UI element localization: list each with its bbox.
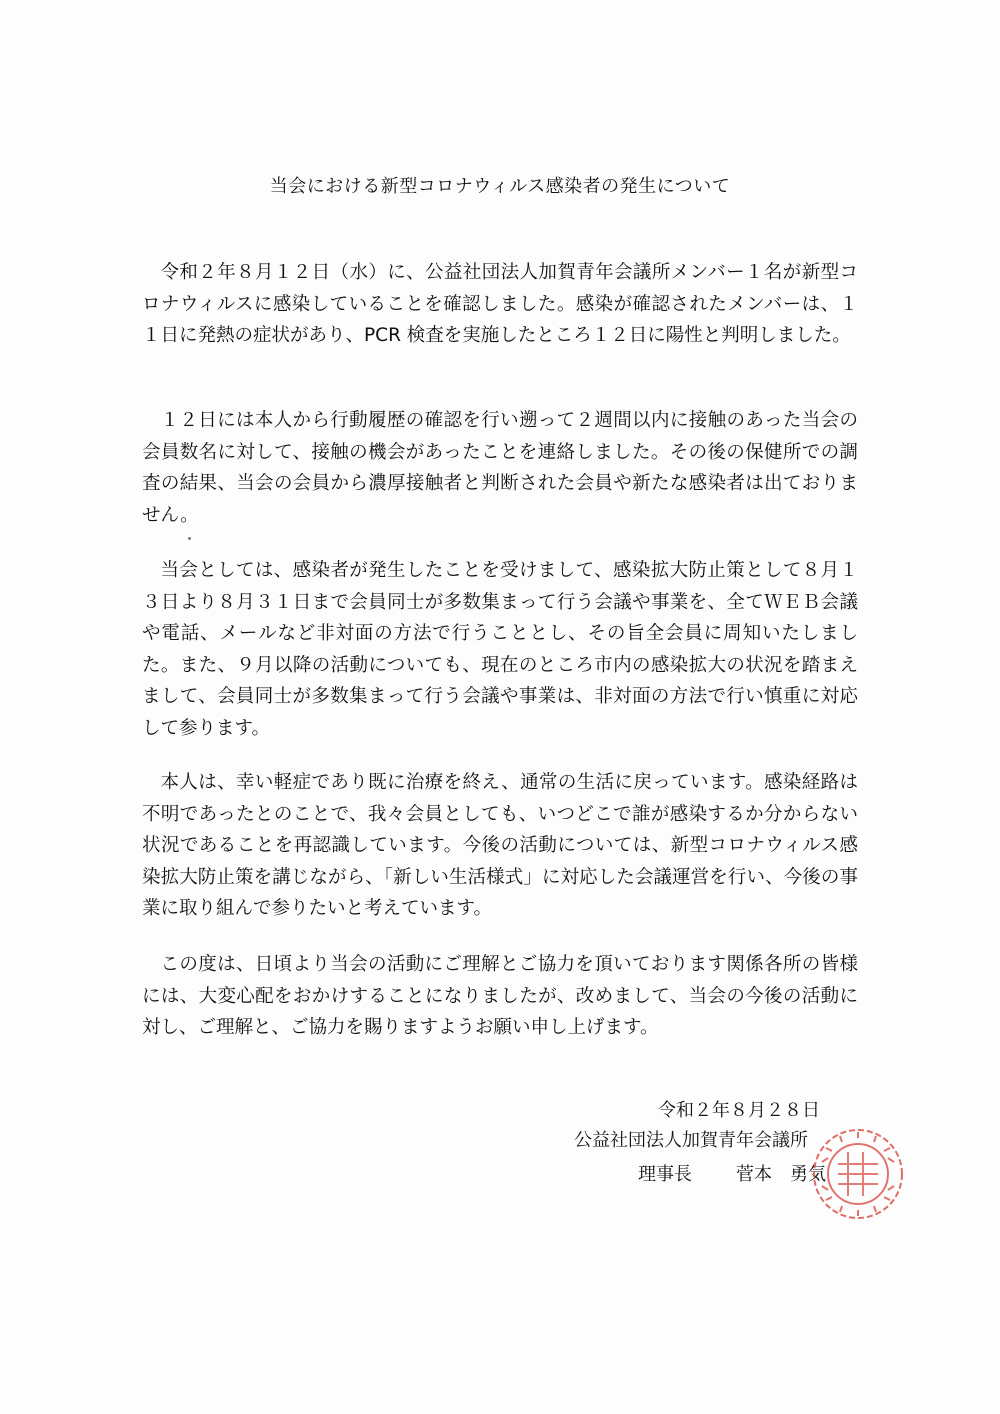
paragraph-3: 当会としては、感染者が発生したことを受けまして、感染拡大防止策として８月１３日より８月３１日まで会員同士が多数集まって行う会議や事業を、全てＷＥＢ会議や電話、メールなど非対面の方法で行うこととし、その旨全会員に周知いたしました。また、９月以降の活動についても、現在のところ市内の感染拡大の状況を踏まえまして、会員同士が多数集まって行う会議や事業は、非対面の方法で行い慎重に対応して参ります。	[142, 560, 858, 739]
signature-organization: 公益社団法人加賀青年会議所	[574, 1130, 808, 1151]
official-seal-stamp	[808, 1124, 908, 1224]
signature-name: 菅本 勇気	[736, 1164, 826, 1185]
paragraph-1: 令和２年８月１２日（水）に、公益社団法人加賀青年会議所メンバー１名が新型コロナウィルスに感染していることを確認しました。感染が確認されたメンバーは、１１日に発熱の症状があり、PCR 検査を実施したところ１２日に陽性と判明しました。	[142, 262, 858, 346]
scan-speck	[188, 537, 191, 540]
signature-role: 理事長	[638, 1164, 692, 1185]
document-title: 当会における新型コロナウィルス感染者の発生について	[269, 176, 731, 197]
signature-date: 令和２年８月２８日	[658, 1100, 820, 1121]
paragraph-5: この度は、日頃より当会の活動にご理解とご協力を頂いております関係各所の皆様には、大変心配をおかけすることになりましたが、改めまして、当会の今後の活動に対し、ご理解と、ご協力を賜りますようお願い申し上げます。	[142, 954, 858, 1038]
paragraph-4: 本人は、幸い軽症であり既に治療を終え、通常の生活に戻っています。感染経路は不明であったとのことで、我々会員としても、いつどこで誰が感染するか分からない状況であることを再認識しています。今後の活動については、新型コロナウィルス感染拡大防止策を講じながら、「新しい生活様式」に対応した会議運営を行い、今後の事業に取り組んで参りたいと考えています。	[142, 772, 858, 919]
paragraph-2: １２日には本人から行動履歴の確認を行い遡って２週間以内に接触のあった当会の会員数名に対して、接触の機会があったことを連絡しました。その後の保健所での調査の結果、当会の会員から濃厚接触者と判断された会員や新たな感染者は出ておりません。	[142, 410, 858, 526]
